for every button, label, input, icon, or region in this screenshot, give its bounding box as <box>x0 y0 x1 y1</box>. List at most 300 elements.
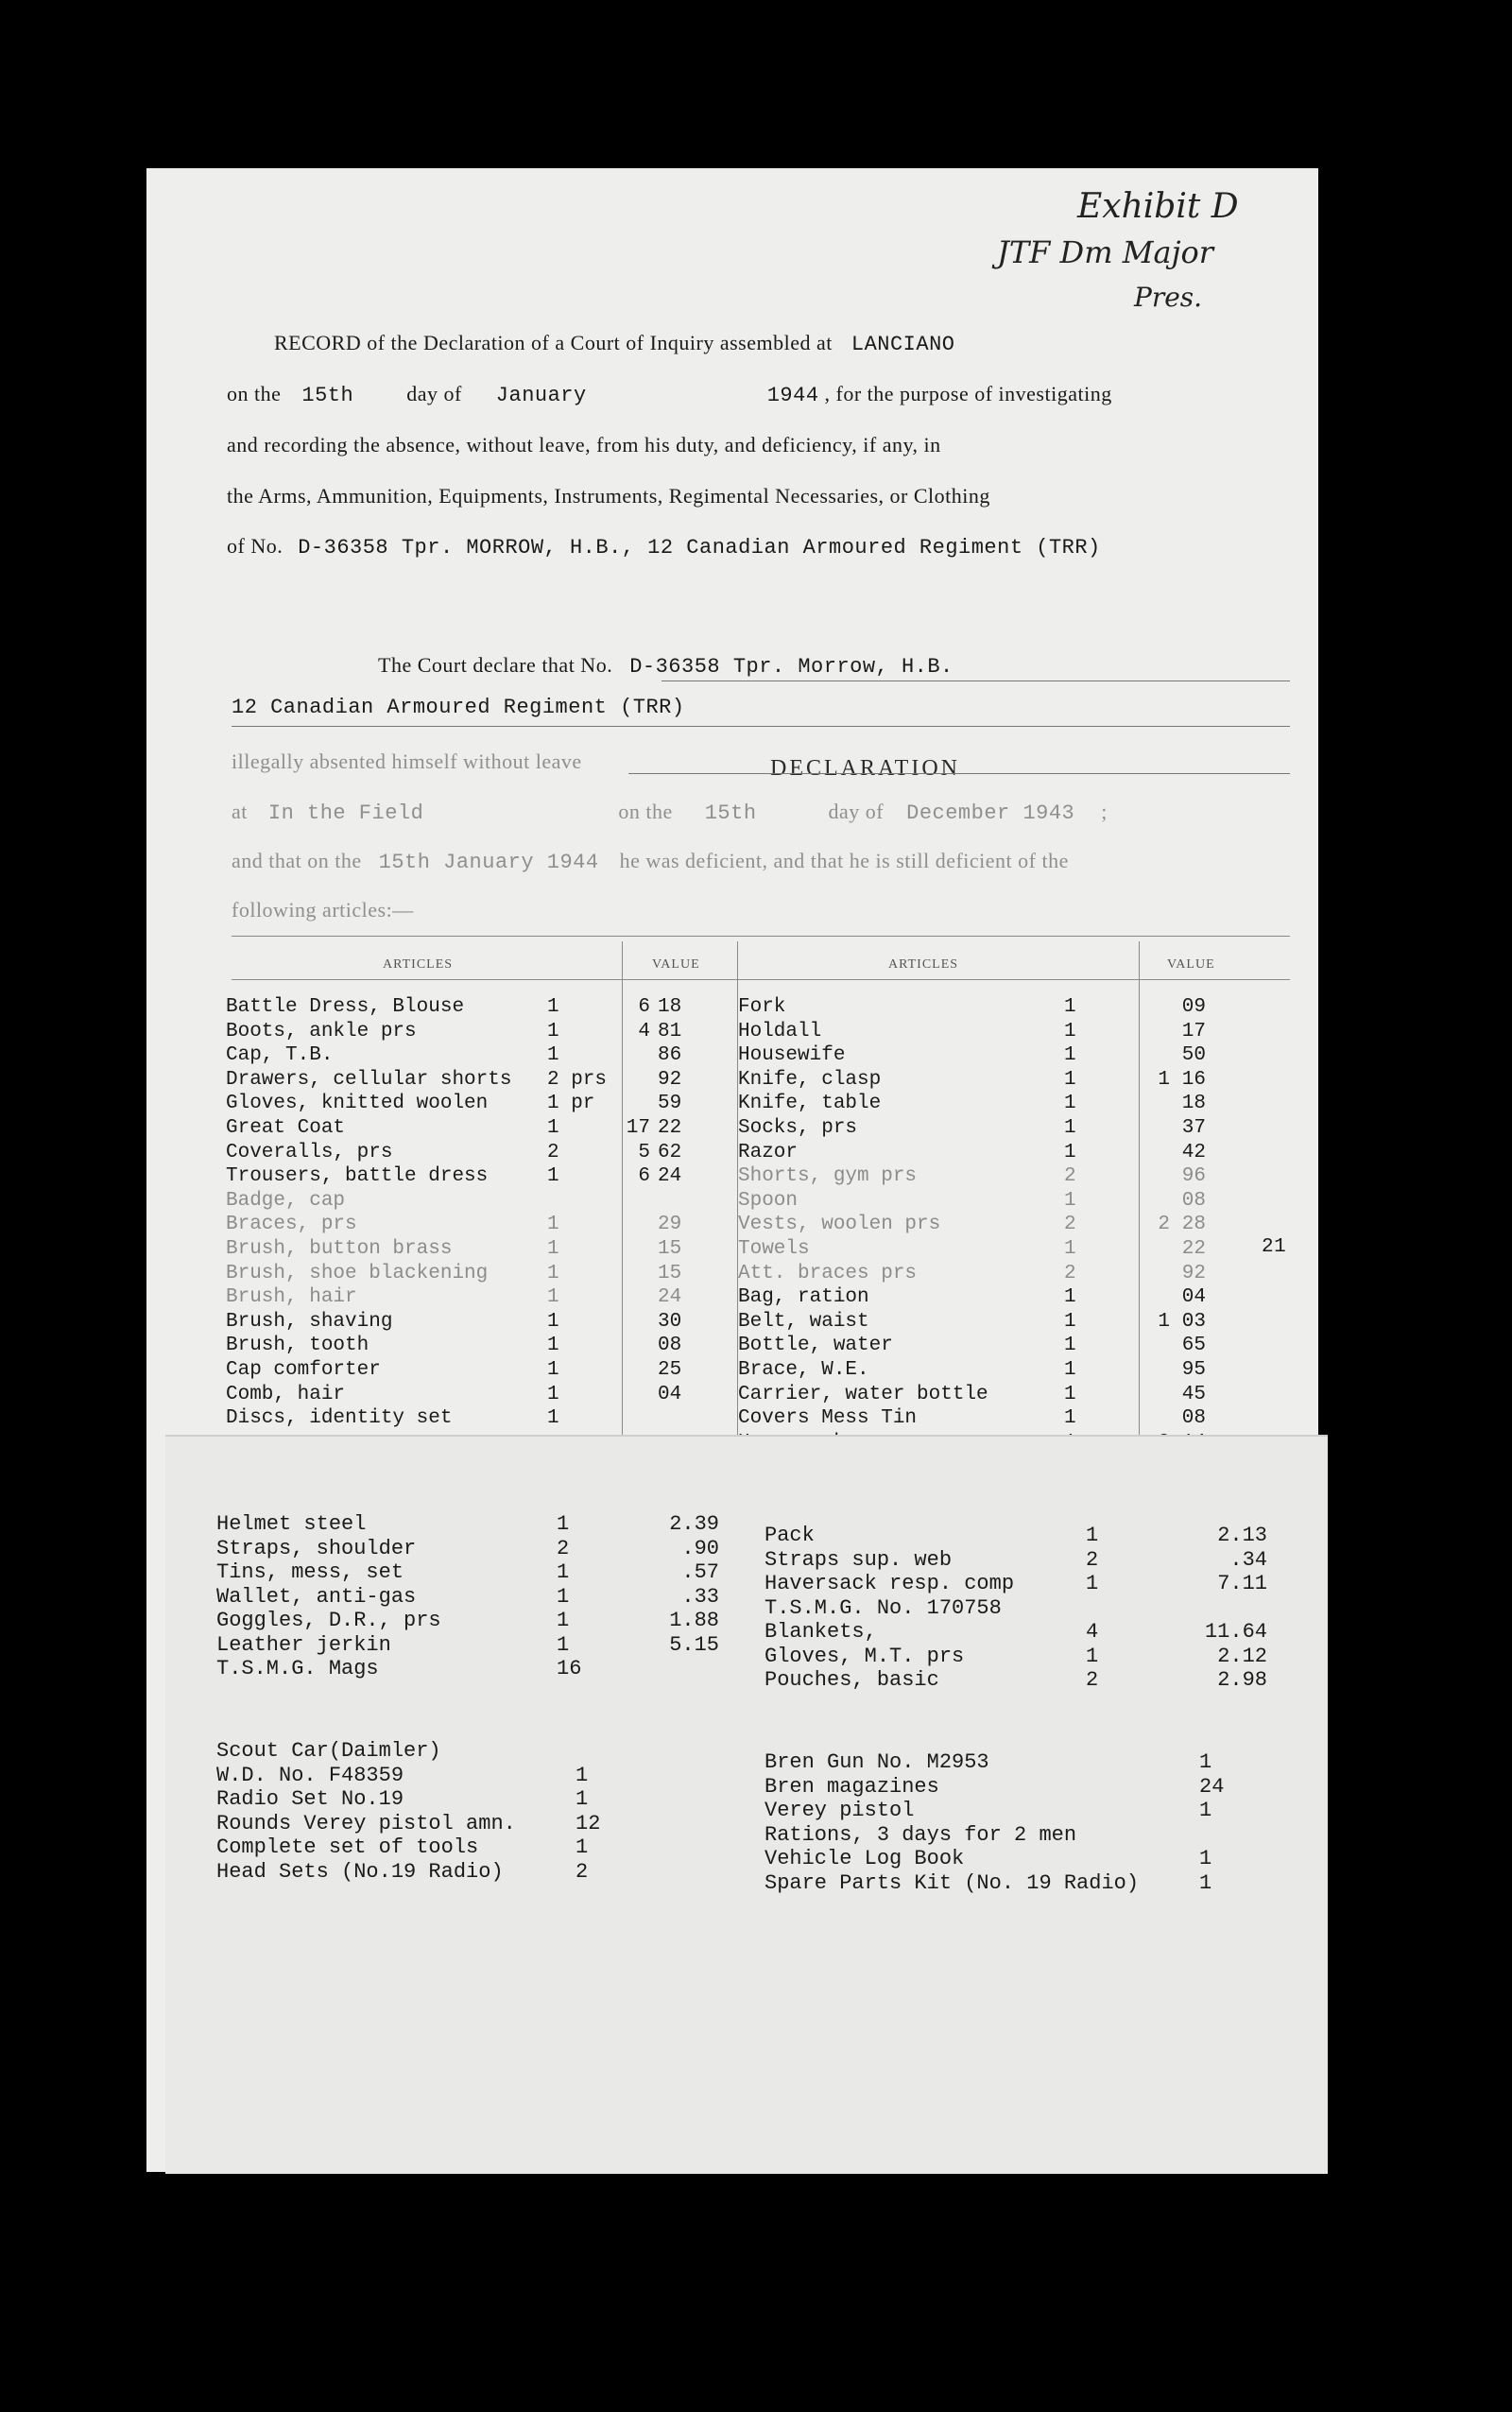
cell-name: Towels <box>738 1237 810 1260</box>
table-top-rule <box>232 936 1290 937</box>
cell-name: Brush, shoe blackening <box>226 1262 489 1284</box>
cell-name: T.S.M.G. No. 170758 <box>765 1595 1002 1620</box>
cell-name: Rounds Verey pistol amn. <box>216 1811 516 1835</box>
cell-name: Covers Mess Tin <box>738 1407 918 1430</box>
table-row <box>222 1020 685 1044</box>
cell-qty: 1 <box>547 1044 559 1067</box>
cell-val <box>638 1657 723 1681</box>
table-row <box>222 1116 685 1141</box>
cell-val1 <box>1131 1020 1174 1044</box>
cell-name: Rations, 3 days for 2 men <box>765 1822 1077 1847</box>
decl-at: at <box>232 800 248 823</box>
table-row <box>222 1141 685 1165</box>
cell-val1 <box>614 1043 654 1068</box>
cell-val2: 62 <box>658 1141 682 1163</box>
cell-qty <box>1082 1596 1177 1621</box>
cell-val1: 17 <box>626 1116 650 1139</box>
cell-qty: 2 <box>557 1536 570 1560</box>
cell-val: .90 <box>681 1536 719 1560</box>
cell-val: 2.98 <box>1217 1668 1267 1692</box>
handwritten-pres: Pres. <box>1134 282 1203 313</box>
record-of: of No. <box>227 534 284 558</box>
table-row <box>222 1383 685 1407</box>
cell-val2: 86 <box>658 1044 682 1067</box>
cell-name: Holdall <box>738 1020 822 1042</box>
record-soldier: D-36358 Tpr. MORROW, H.B., 12 Canadian Armoured Regiment (TRR) <box>298 536 1101 560</box>
header-articles-left: ARTICLES <box>383 957 454 972</box>
cell-val2: 28 <box>1181 1214 1206 1236</box>
cell-qty: 1 <box>557 1512 570 1536</box>
table-row <box>734 1262 1210 1286</box>
cell-val2: 22 <box>658 1116 682 1139</box>
cell-qty: 1 <box>1064 1020 1076 1042</box>
cell-name: Trousers, battle dress <box>226 1165 489 1188</box>
underline <box>628 773 1290 774</box>
decl-and-that: and that on the <box>232 849 362 872</box>
cell-val1 <box>614 1334 654 1358</box>
cell-qty: 1 <box>576 1763 589 1787</box>
record-year: 1944 <box>766 384 819 407</box>
table-row <box>734 1068 1210 1093</box>
record-line-1 <box>274 331 955 356</box>
cell-val: 5.15 <box>669 1632 719 1657</box>
header-articles-right: ARTICLES <box>888 957 959 972</box>
cell-name: Knife, table <box>738 1093 882 1115</box>
cell-val2: 17 <box>1181 1020 1206 1042</box>
record-location: LANCIANO <box>850 333 955 356</box>
cell-name: Brace, W.E. <box>738 1358 869 1381</box>
cell-name: Comb, hair <box>226 1383 346 1405</box>
cell-val1 <box>614 1213 654 1237</box>
table-row <box>734 1043 1210 1068</box>
table-row <box>734 1020 1210 1044</box>
cell-name: Coveralls, prs <box>226 1141 393 1163</box>
cell-qty: 1 <box>1064 1116 1076 1139</box>
cell-val2 <box>654 1406 685 1431</box>
cell-name: Vehicle Log Book <box>765 1847 965 1870</box>
cell-val2: 24 <box>658 1165 682 1188</box>
cell-name: Tins, mess, set <box>216 1560 404 1584</box>
table-row <box>213 1657 723 1681</box>
cell-name: Braces, prs <box>226 1214 357 1236</box>
cell-val1 <box>1131 1116 1174 1141</box>
decl-deficient: he was deficient, and that he is still deficient of the <box>619 849 1069 872</box>
table-row <box>213 1633 723 1658</box>
table-row <box>734 1406 1210 1431</box>
cell-qty: 1 <box>547 1407 559 1430</box>
cell-qty: 1 <box>557 1609 570 1632</box>
cell-qty: 2 <box>1064 1214 1076 1236</box>
cell-val1 <box>614 1358 654 1383</box>
table-row <box>213 1764 610 1788</box>
record-line-5 <box>227 534 1101 560</box>
cell-qty: 1 <box>547 1358 559 1381</box>
cell-val2: 65 <box>1181 1335 1206 1357</box>
cell-val1: 6 <box>638 996 650 1018</box>
cell-val1: 5 <box>638 1141 650 1163</box>
cell-qty: 1 <box>547 1116 559 1139</box>
cell-name: Helmet steel <box>216 1512 367 1536</box>
cell-qty: 1 <box>547 1237 559 1260</box>
cell-val2: 95 <box>1181 1358 1206 1381</box>
cell-val: 7.11 <box>1217 1572 1267 1595</box>
cell-val: .34 <box>1229 1547 1267 1572</box>
cell-name: Haversack resp. comp <box>765 1572 1015 1595</box>
margin-note: 21 <box>1262 1236 1287 1258</box>
cell-val1 <box>614 1310 654 1335</box>
cell-val2: 42 <box>1181 1141 1206 1163</box>
table-row <box>222 1189 685 1214</box>
record-purpose: , for the purpose of investigating <box>824 382 1112 405</box>
cell-qty: 1 <box>576 1835 589 1859</box>
cell-qty: 1 <box>576 1787 589 1811</box>
table-row <box>213 1835 610 1860</box>
table-row <box>761 1799 1252 1823</box>
cell-qty: 2 <box>576 1859 589 1884</box>
decl-def-date: 15th January 1944 <box>378 851 599 874</box>
cell-name: Pouches, basic <box>765 1668 939 1692</box>
cell-name: Brush, shaving <box>226 1310 393 1333</box>
cell-val2: 22 <box>1181 1237 1206 1260</box>
cell-qty: 1 <box>547 1020 559 1042</box>
table-row <box>222 1334 685 1358</box>
cell-val1 <box>1131 1358 1174 1383</box>
cell-val2 <box>654 1189 685 1214</box>
handwritten-exhibit: Exhibit D <box>1077 187 1239 226</box>
cell-qty: 1 <box>1199 1870 1212 1895</box>
cell-name: Gloves, knitted woolen <box>226 1093 489 1115</box>
table-row <box>734 1164 1210 1189</box>
lower-right-table <box>761 1524 1271 1693</box>
cell-val2: 50 <box>1181 1044 1206 1067</box>
table-row <box>761 1668 1271 1693</box>
table-row <box>761 1645 1271 1669</box>
cell-qty: 12 <box>576 1811 601 1835</box>
cell-qty: 1 <box>1086 1572 1099 1595</box>
cell-qty: 1 pr <box>547 1093 595 1115</box>
cell-name: Bren magazines <box>765 1774 939 1799</box>
cell-name: Cap, T.B. <box>226 1044 334 1067</box>
cell-name: Fork <box>738 996 786 1018</box>
decl-unit: 12 Canadian Armoured Regiment (TRR) <box>232 696 685 719</box>
cell-qty: 2 <box>1086 1668 1099 1692</box>
record-on: on the <box>227 382 282 405</box>
cell-name: Straps, shoulder <box>216 1536 417 1560</box>
record-day: 15th <box>301 384 354 407</box>
cell-qty: 1 <box>547 1335 559 1357</box>
cell-qty: 1 <box>1064 1286 1076 1309</box>
cell-qty: 1 <box>547 1383 559 1405</box>
record-month: January <box>495 384 587 407</box>
cell-qty: 2 prs <box>547 1068 608 1091</box>
record-intro: RECORD of the Declaration of a Court of Inquiry assembled at <box>274 331 833 354</box>
cell-name: Brush, button brass <box>226 1237 453 1260</box>
record-dayof: day of <box>406 382 462 405</box>
table-row <box>734 1189 1210 1214</box>
table-row <box>734 1237 1210 1262</box>
table-row <box>222 1237 685 1262</box>
cell-val2: 08 <box>1181 1407 1206 1430</box>
cell-name: T.S.M.G. Mags <box>216 1657 379 1680</box>
table-row <box>761 1524 1271 1548</box>
table-row <box>734 1310 1210 1335</box>
cell-val1 <box>1131 1285 1174 1310</box>
cell-qty: 1 <box>1064 1310 1076 1333</box>
cell-qty: 2 <box>1064 1165 1076 1188</box>
table-row <box>213 1739 610 1764</box>
cell-val2: 04 <box>1181 1286 1206 1309</box>
table-row <box>222 1285 685 1310</box>
table-row <box>734 1358 1210 1383</box>
cell-qty: 1 <box>547 1262 559 1284</box>
table-row <box>222 1043 685 1068</box>
table-row <box>734 1383 1210 1407</box>
cell-name: Bag, ration <box>738 1286 869 1309</box>
cell-qty: 2 <box>1086 1547 1099 1572</box>
table-row <box>222 1213 685 1237</box>
table-row <box>222 1068 685 1093</box>
cell-val2: 15 <box>658 1237 682 1260</box>
cell-val: 11.64 <box>1204 1620 1267 1644</box>
cell-name: Bottle, water <box>738 1335 893 1357</box>
header-value-right: VALUE <box>1167 957 1215 972</box>
cell-name: Drawers, cellular shorts <box>226 1068 512 1091</box>
cell-qty: 2 <box>547 1141 559 1163</box>
cell-val1 <box>614 1383 654 1407</box>
decl-day-of: day of <box>828 800 885 823</box>
cell-val2: 09 <box>1181 996 1206 1018</box>
cell-val1 <box>614 1068 654 1093</box>
cell-qty: 1 <box>1064 1335 1076 1357</box>
cell-val2: 08 <box>1181 1189 1206 1212</box>
cell-name: Wallet, anti-gas <box>216 1584 417 1609</box>
cell-qty: 1 <box>1064 1358 1076 1381</box>
table-row <box>213 1609 723 1633</box>
cell-qty: 1 <box>1064 1093 1076 1115</box>
cell-val2: 45 <box>1181 1383 1206 1405</box>
cell-name: Vests, woolen prs <box>738 1214 941 1236</box>
table-row <box>222 995 685 1020</box>
cell-qty: 4 <box>1086 1620 1099 1644</box>
decl-line-at <box>232 800 1108 825</box>
cell-val2: 29 <box>658 1214 682 1236</box>
cell-qty: 1 <box>547 1286 559 1309</box>
cell-name: Blankets, <box>765 1620 877 1644</box>
cell-val2: 03 <box>1181 1310 1206 1333</box>
cell-qty: 1 <box>1064 1237 1076 1260</box>
cell-val2: 08 <box>658 1335 682 1357</box>
right-articles-table <box>734 995 1210 1455</box>
cell-qty: 1 <box>547 1165 559 1188</box>
cell-val: .57 <box>681 1560 719 1584</box>
table-row <box>222 1164 685 1189</box>
cell-name: Brush, hair <box>226 1286 357 1309</box>
vehicle-left-table <box>213 1739 610 1884</box>
decl-court: The Court declare that No. <box>378 653 613 677</box>
cell-qty: 1 <box>1086 1644 1099 1668</box>
table-row <box>761 1548 1271 1573</box>
cell-val2: 24 <box>658 1286 682 1309</box>
cell-qty: 1 <box>1064 1407 1076 1430</box>
cell-name: Socks, prs <box>738 1116 858 1139</box>
cell-qty: 24 <box>1199 1774 1225 1799</box>
cell-val1 <box>614 1285 654 1310</box>
table-row <box>222 1310 685 1335</box>
cell-val2: 04 <box>658 1383 682 1405</box>
decl-abs-month: December 1943 <box>906 801 1075 825</box>
cell-name: Head Sets (No.19 Radio) <box>216 1859 504 1884</box>
cell-qty: 1 <box>1064 1189 1076 1212</box>
cell-name: W.D. No. F48359 <box>216 1763 404 1787</box>
folded-lower-section <box>165 1437 1328 2174</box>
cell-qty: 1 <box>1199 1750 1212 1774</box>
table-row <box>222 1358 685 1383</box>
cell-qty: 1 <box>557 1560 570 1584</box>
cell-val: 1.88 <box>669 1609 719 1632</box>
table-row <box>761 1596 1271 1621</box>
cell-name: Cap comforter <box>226 1358 381 1381</box>
table-row <box>761 1572 1271 1596</box>
cell-name: Belt, waist <box>738 1310 869 1333</box>
record-line-3: and recording the absence, without leave, from his duty, and deficiency, if any, in <box>227 433 941 457</box>
table-row <box>734 995 1210 1020</box>
cell-qty: 2 <box>1064 1262 1076 1284</box>
table-row <box>213 1512 723 1537</box>
cell-qty: 1 <box>1064 1383 1076 1405</box>
table-row <box>213 1812 610 1836</box>
table-row <box>222 1092 685 1116</box>
cell-name: Great Coat <box>226 1116 346 1139</box>
handwritten-signature: JTF Dm Major <box>997 234 1214 270</box>
cell-name: Shorts, gym prs <box>738 1165 918 1188</box>
cell-name: Knife, clasp <box>738 1068 882 1091</box>
cell-val1 <box>1131 1383 1174 1407</box>
cell-val2: 37 <box>1181 1116 1206 1139</box>
cell-val1 <box>1131 1334 1174 1358</box>
cell-val2: 18 <box>658 996 682 1018</box>
table-row <box>222 1406 685 1431</box>
table-row <box>734 1092 1210 1116</box>
cell-val2: 81 <box>658 1020 682 1042</box>
table-row <box>761 1620 1271 1645</box>
cell-val1 <box>1131 1141 1174 1165</box>
table-row <box>761 1871 1252 1896</box>
cell-val1 <box>1131 1189 1174 1214</box>
cell-val1 <box>1131 1043 1174 1068</box>
cell-name: Radio Set No.19 <box>216 1787 404 1811</box>
cell-name: Brush, tooth <box>226 1335 369 1357</box>
cell-qty: 1 <box>1086 1524 1099 1547</box>
table-row <box>761 1775 1252 1800</box>
decl-line-1 <box>378 653 954 679</box>
cell-qty: 16 <box>557 1657 582 1680</box>
cell-qty: 1 <box>557 1632 570 1657</box>
cell-name: Bren Gun No. M2953 <box>765 1750 989 1774</box>
cell-val1 <box>1131 1406 1174 1431</box>
left-articles-table <box>222 995 685 1431</box>
cell-qty: 1 <box>557 1584 570 1609</box>
cell-val: .33 <box>681 1584 719 1609</box>
table-row <box>213 1585 723 1610</box>
cell-name: Carrier, water bottle <box>738 1383 988 1405</box>
cell-val1: 1 <box>1158 1068 1170 1091</box>
declaration-title: DECLARATION <box>770 756 960 781</box>
cell-qty <box>543 1189 614 1214</box>
table-row <box>761 1750 1252 1775</box>
decl-abs-day: 15th <box>704 801 757 825</box>
cell-val: 2.13 <box>1217 1524 1267 1547</box>
cell-val: 2.12 <box>1217 1644 1267 1668</box>
decl-on-the: on the <box>618 800 673 823</box>
cell-val1: 1 <box>1158 1310 1170 1333</box>
decl-soldier: D-36358 Tpr. Morrow, H.B. <box>629 655 954 679</box>
cell-val1: 4 <box>638 1020 650 1042</box>
cell-name: Scout Car(Daimler) <box>216 1739 441 1763</box>
cell-val <box>1177 1596 1271 1621</box>
header-rule <box>232 979 1290 980</box>
decl-place: In the Field <box>267 801 424 825</box>
cell-val1 <box>614 1189 654 1214</box>
cell-qty: 1 <box>1064 1068 1076 1091</box>
table-row <box>734 1285 1210 1310</box>
table-row <box>213 1860 610 1885</box>
cell-name: Housewife <box>738 1044 846 1067</box>
cell-val1 <box>614 1237 654 1262</box>
cell-val2: 25 <box>658 1358 682 1381</box>
table-row <box>213 1787 610 1812</box>
cell-name: Straps sup. web <box>765 1547 953 1572</box>
cell-name: Spare Parts Kit (No. 19 Radio) <box>765 1870 1140 1895</box>
table-row <box>734 1334 1210 1358</box>
cell-name: Verey pistol <box>765 1799 915 1822</box>
cell-val1: 6 <box>638 1165 650 1188</box>
cell-name: Leather jerkin <box>216 1632 391 1657</box>
cell-name: Spoon <box>738 1189 799 1212</box>
lower-left-table <box>213 1512 723 1681</box>
cell-val2: 92 <box>658 1068 682 1091</box>
table-row <box>213 1537 723 1561</box>
cell-val1 <box>614 1262 654 1286</box>
cell-val1 <box>1131 1092 1174 1116</box>
table-row <box>734 1213 1210 1237</box>
cell-qty: 1 <box>547 1214 559 1236</box>
record-line-4: the Arms, Ammunition, Equipments, Instruments, Regimental Necessaries, or Clothing <box>227 484 990 508</box>
table-row <box>761 1823 1252 1848</box>
cell-qty: 1 <box>1199 1799 1212 1822</box>
decl-absented: illegally absented himself without leave <box>232 749 582 773</box>
cell-qty: 1 <box>1064 996 1076 1018</box>
cell-name: Att. braces prs <box>738 1262 918 1284</box>
record-line-2 <box>227 382 1112 407</box>
cell-name: Battle Dress, Blouse <box>226 996 465 1018</box>
cell-name: Gloves, M.T. prs <box>765 1644 965 1668</box>
table-row <box>222 1262 685 1286</box>
cell-name: Discs, identity set <box>226 1407 453 1430</box>
cell-qty: 1 <box>1199 1847 1212 1870</box>
decl-following: following articles:— <box>232 898 414 922</box>
cell-val1: 2 <box>1158 1214 1170 1236</box>
cell-val2: 96 <box>1181 1165 1206 1188</box>
cell-val2: 30 <box>658 1310 682 1333</box>
table-row <box>761 1847 1252 1871</box>
cell-val2: 92 <box>1181 1262 1206 1284</box>
cell-qty: 1 <box>1064 1044 1076 1067</box>
cell-qty <box>1195 1823 1252 1848</box>
cell-qty: 1 <box>547 1310 559 1333</box>
cell-name: Razor <box>738 1141 799 1163</box>
table-row <box>734 1116 1210 1141</box>
cell-name: Goggles, D.R., prs <box>216 1609 441 1632</box>
